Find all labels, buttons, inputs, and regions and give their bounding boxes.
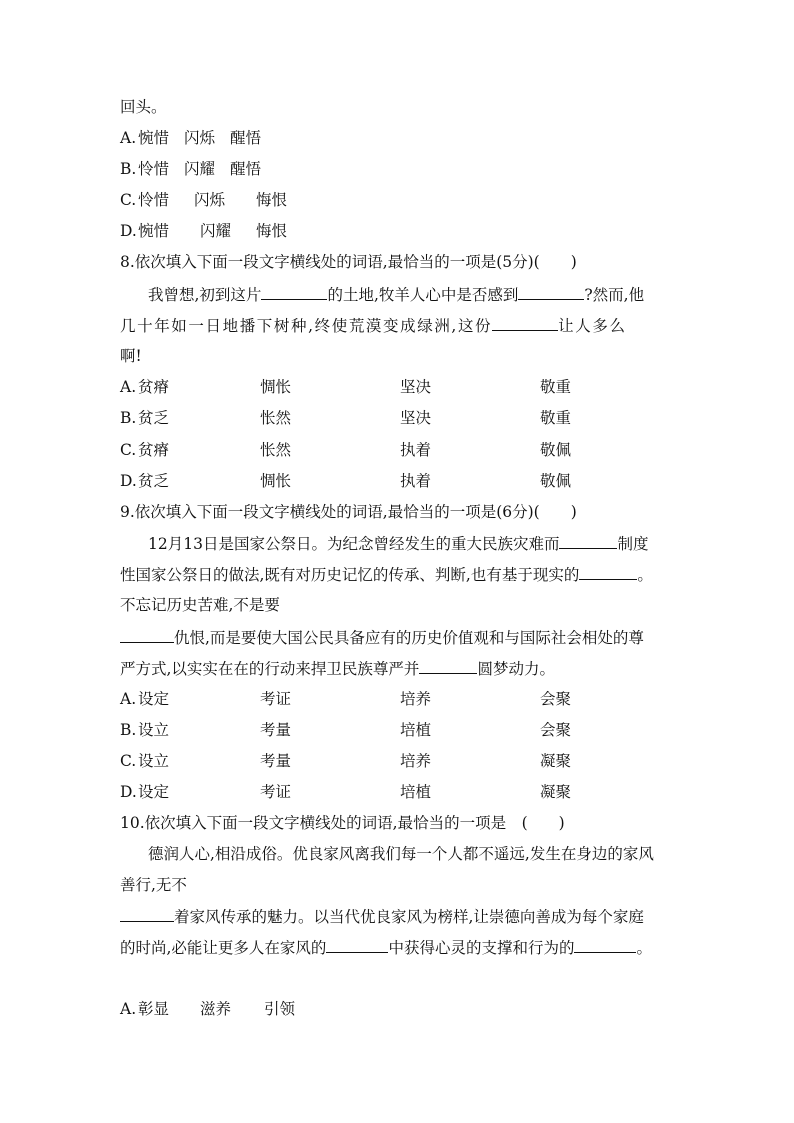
q9-passage-line-1: 12月13日是国家公祭日。为纪念曾经发生的重大民族灾难而 制度 (148, 535, 649, 553)
blank (120, 906, 174, 922)
top-fragment: 回头。 (120, 98, 167, 116)
document-page: 回头。 A. 惋惜 闪烁 醒悟 B. 怜惜 闪耀 醒悟 C. 怜惜 闪烁 悔恨 D. 惋惜 闪耀 悔恨 8.依次填入下面一段文字横线处的词语,最恰当的一项是(5分)( ) 我曾想,初到这片 的土地,牧羊人心中是否感到 ?然而,他 几十年如一日地播下树种,终使荒漠变成绿洲,这份 让人多么 啊! A. 贫瘠 惆怅 坚决 敬重 B. 贫乏 怅然 坚决 敬重 C. 贫瘠 怅然 执着 敬佩 D. 贫乏 惆怅 执着 敬佩 9.依次填入下面一段文字横线处的词语,最恰当的一项是(6分)( ) 12月13日是国家公祭日。为纪念曾经发生的重大民族灾难而 制度 性国家公祭日的做法,既有对历史记忆的传承、判断,也有基于现实的 。 不忘记历史苦难,不是要 仇恨,而是要使大国公民具备应有的历史价值观和与国际社会相处的尊 严方式,以实实在在的行动来捍卫民族尊严并 圆梦动力。 A. 设定 考证 培养 会聚 B. 设立 考量 培植 会聚 C. 设立 考量 培养 凝聚 D. 设定 考证 培植 凝聚 10.依次填入下面一段文字横线处的词语,最恰当的一项是 ( ) 德润人心,相沿成俗。优良家风离我们每一个人都不遥远,发生在身边的家风 善行,无不 着家风传承的魅力。以当代优良家风为榜样,让崇德向善成为每个家庭 的时尚,必能让更多人在家风的 中获得心灵的支撑和行为的 。 A. 彰显 滋养 引领 (120, 98, 654, 1018)
blank (574, 937, 636, 953)
q8-passage-line-3: 啊! (120, 347, 142, 365)
q9-passage-line-3: 不忘记历史苦难,不是要 (120, 596, 280, 614)
blank (492, 315, 558, 331)
q10-passage-line-3: 着家风传承的魅力。以当代优良家风为榜样,让崇德向善成为每个家庭 (120, 906, 644, 927)
q10-passage-line-4: 的时尚,必能让更多人在家风的 中获得心灵的支撑和行为的 。 (120, 939, 652, 957)
q9-passage-line-4: 仇恨,而是要使大国公民具备应有的历史价值观和与国际社会相处的尊 (120, 627, 644, 648)
q10-passage-line-1: 德润人心,相沿成俗。优良家风离我们每一个人都不遥远,发生在身边的家风 (148, 845, 654, 863)
blank (120, 627, 174, 643)
q10-stem: 10.依次填入下面一段文字横线处的词语,最恰当的一项是 ( ) (120, 814, 565, 832)
blank (518, 284, 584, 300)
q10-passage-line-2: 善行,无不 (120, 876, 187, 894)
blank (559, 533, 617, 549)
q8-passage-line-1: 我曾想,初到这片 的土地,牧羊人心中是否感到 ?然而,他 (148, 286, 645, 304)
blank (419, 658, 477, 674)
q9-passage-line-2: 性国家公祭日的做法,既有对历史记忆的传承、判断,也有基于现实的 。 (120, 566, 653, 584)
blank (579, 564, 637, 580)
blank (326, 937, 388, 953)
q9-passage-line-5: 严方式,以实实在在的行动来捍卫民族尊严并 圆梦动力。 (120, 660, 555, 678)
blank (261, 284, 327, 300)
q8-stem: 8.依次填入下面一段文字横线处的词语,最恰当的一项是(5分)( ) (120, 253, 577, 271)
q9-stem: 9.依次填入下面一段文字横线处的词语,最恰当的一项是(6分)( ) (120, 503, 577, 521)
q8-passage-line-2: 几十年如一日地播下树种,终使荒漠变成绿洲,这份 让人多么 (120, 317, 627, 335)
